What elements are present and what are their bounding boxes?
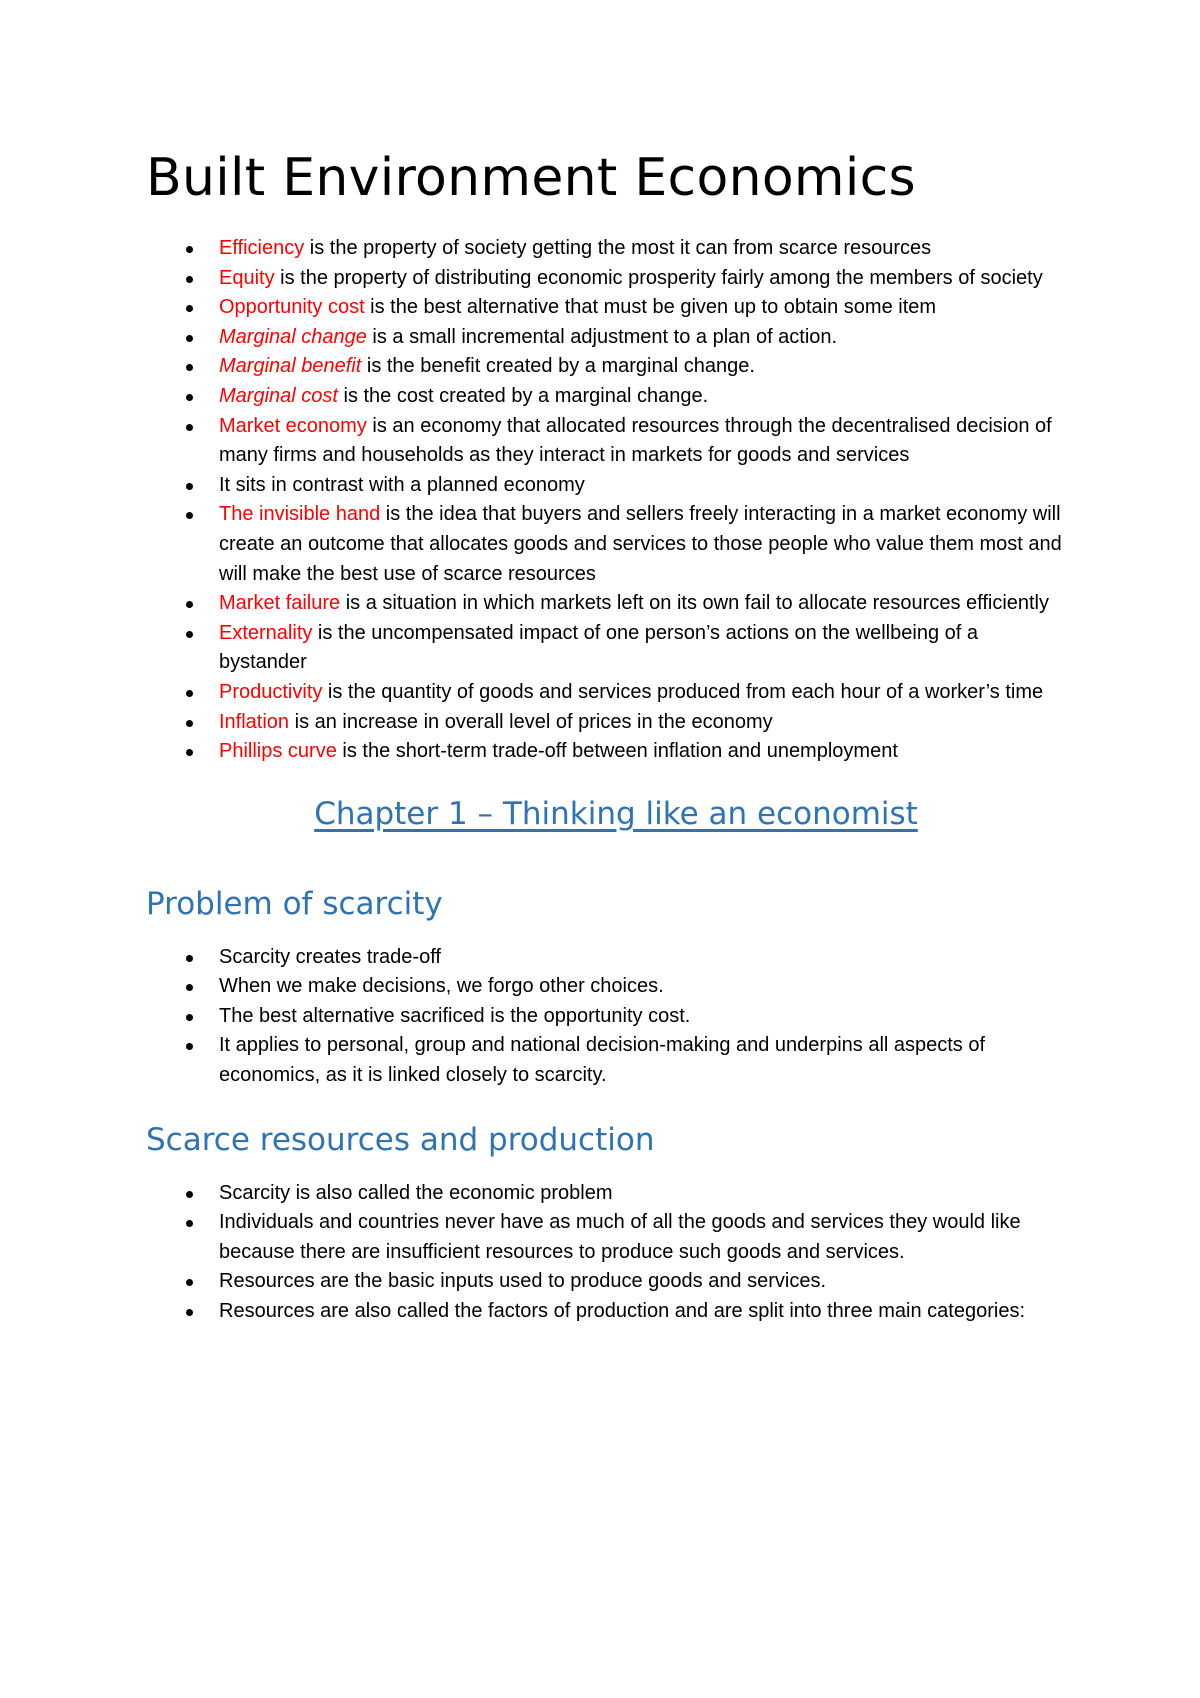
section-heading-scarcity: Problem of scarcity <box>146 885 443 922</box>
definition-item <box>146 589 1069 619</box>
definition-text: is the benefit created by a marginal change. <box>361 355 755 378</box>
definition-term: Market failure <box>219 592 341 615</box>
definition-text: is the quantity of goods and services produced from each hour of a worker’s time <box>322 680 1044 703</box>
list-item: It applies to personal, group and national decision-making and underpins all aspects of economics, as it is linked closely to scarcity. <box>146 1031 1069 1090</box>
definition-term: Inflation <box>219 710 290 733</box>
definition-term: The invisible hand <box>219 503 381 526</box>
definition-item <box>146 234 1069 264</box>
definition-term: Market economy <box>219 414 367 437</box>
definition-text: is the property of society getting the most it can from scarce resources <box>304 237 932 259</box>
chapter-title: Chapter 1 – Thinking like an economist <box>314 795 918 832</box>
definition-text: is a small incremental adjustment to a plan of action. <box>366 325 838 348</box>
list-item: Resources are the basic inputs used to produce goods and services. <box>146 1267 1069 1297</box>
resources-bullet-list <box>146 1179 1080 1327</box>
definitions-list <box>146 234 1080 767</box>
definition-item <box>146 412 1069 471</box>
definition-term: Externality <box>219 621 313 644</box>
definition-item <box>146 323 1069 353</box>
list-item: Scarcity is also called the economic problem <box>146 1179 1069 1209</box>
definition-item <box>146 293 1069 323</box>
list-item: Individuals and countries never have as much of all the goods and services they would like because there are insufficient resources to produce such goods and services. <box>146 1208 1069 1267</box>
definition-text: is an economy that allocated resources through the decentralised decision of many firms and households as they interact in markets for goods and services <box>219 414 1052 467</box>
definition-text: It sits in contrast with a planned economy <box>219 473 585 496</box>
definition-text: is the short-term trade-off between inflation and unemployment <box>336 740 898 763</box>
definition-term: Productivity <box>219 680 323 703</box>
definition-term: Phillips curve <box>219 740 337 763</box>
list-item: Resources are also called the factors of production and are split into three main categories: <box>146 1297 1069 1327</box>
definition-item <box>146 619 1069 678</box>
definition-term: Marginal benefit <box>219 355 362 378</box>
definition-item <box>146 352 1069 382</box>
list-item: The best alternative sacrificed is the opportunity cost. <box>146 1002 1069 1032</box>
definition-text: is the uncompensated impact of one person’s actions on the wellbeing of a bystander <box>219 621 978 674</box>
definition-text: is the best alternative that must be given up to obtain some item <box>364 296 937 319</box>
definition-item <box>146 471 1069 501</box>
definition-item <box>146 382 1069 412</box>
definition-item <box>146 678 1069 708</box>
definition-text: is the idea that buyers and sellers freely interacting in a market economy will create an outcome that allocates goods and services to those people who value them most and will make the best use of scarce resources <box>219 503 1062 585</box>
definition-text: is the cost created by a marginal change. <box>337 384 709 407</box>
definition-item <box>146 708 1069 738</box>
definition-term: Marginal cost <box>219 384 338 407</box>
definition-text: is the property of distributing economic prosperity fairly among the members of society <box>274 266 1043 289</box>
definition-term: Opportunity cost <box>219 296 365 319</box>
definition-item <box>146 500 1069 589</box>
scarcity-bullet-list <box>146 943 1080 1091</box>
definition-term: Efficiency <box>219 237 305 259</box>
list-item: Scarcity creates trade-off <box>146 943 1069 973</box>
definition-text: is a situation in which markets left on its own fail to allocate resources efficiently <box>340 592 1050 615</box>
definition-item <box>146 737 1069 767</box>
definition-text: is an increase in overall level of prices in the economy <box>289 710 773 733</box>
definition-term: Marginal change <box>219 325 367 348</box>
list-item: When we make decisions, we forgo other choices. <box>146 972 1069 1002</box>
definition-item <box>146 264 1069 294</box>
document-title: Built Environment Economics <box>146 148 916 208</box>
section-heading-resources: Scarce resources and production <box>146 1121 655 1158</box>
definition-term: Equity <box>219 266 275 289</box>
